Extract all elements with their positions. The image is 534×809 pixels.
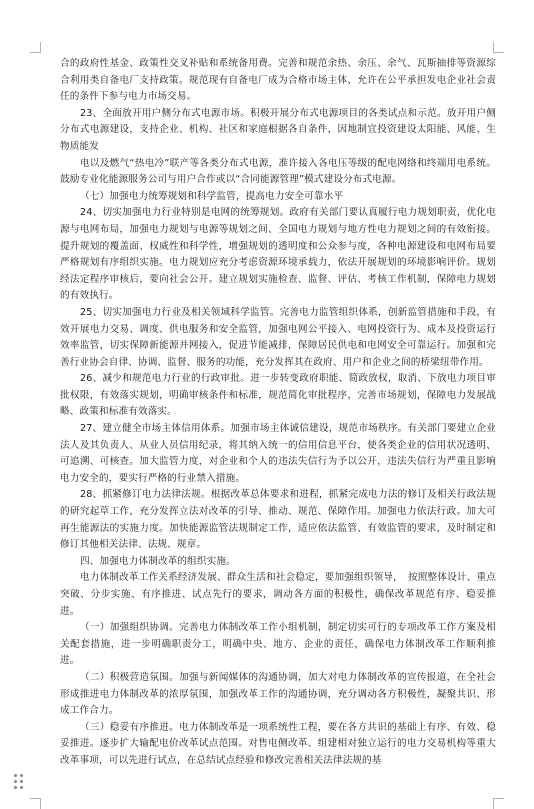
paragraph: （三）稳妥有序推进。电力体制改革是一项系统性工程，要在各方共识的基础上有序、有效、稳妥推进。逐步扩大输配电价改革试点范围。对售电侧改革、组建相对独立运行的电力交易机构等重大改革事项，可以先进行试点，在总结试点经验和修改完善相关法律法规的基 <box>60 721 496 766</box>
document-body[interactable] <box>60 56 496 770</box>
paragraph: 23、全面放开用户侧分布式电源市场。积极开展分布式电源项目的各类试点和示范。放开用户侧分布式电源建设，支持企业、机构、社区和家庭根据各自条件，因地制宜投资建设太阳能、风能、生物质能发 <box>60 107 496 152</box>
page-corner-mark <box>30 798 41 809</box>
page-corner-mark <box>493 42 504 53</box>
paragraph: 电力体制改革工作关系经济发展、群众生活和社会稳定，要加强组织领导， 按照整体设计、重点突破、分步实施、有序推进、试点先行的要求，调动各方面的积极性，确保改革规范有序、稳妥推进。 <box>60 572 496 617</box>
paragraph: 25、切实加强电力行业及相关领域科学监管。完善电力监管组织体系，创新监管措施和手段，有效开展电力交易、调度、供电服务和安全监管，加强电网公平接入、电网投资行为、成本及投资运行效率监管，切实保障新能源并网接入，促进节能减排，保障居民供电和电网安全可靠运行。加强和完善行业协会自律、协调、监督、服务的功能，充分发挥其在政府、用户和企业之间的桥梁纽带作用。 <box>60 306 496 368</box>
paragraph: 26、减少和规范电力行业的行政审批。进一步转变政府职能、简政放权，取消、下放电力项目审批权限，有效落实规划，明确审核条件和标准，规范简化审批程序，完善市场规划，保障电力发展战略、政策和标准有效落实。 <box>60 373 496 418</box>
paragraph: 电以及燃气“热电冷”联产等各类分布式电源，准许接入各电压等级的配电网络和终端用电系统。鼓励专业化能源服务公司与用户合作或以“合同能源管理”模式建设分布式电源。 <box>60 157 496 186</box>
page-corner-mark <box>30 42 41 53</box>
paragraph: （一）加强组织协调。完善电力体制改革工作小组机制，制定切实可行的专项改革工作方案及相关配套措施，进一步明确职责分工，明确中央、地方、企业的责任，确保电力体制改革工作顺利推进。 <box>60 622 496 667</box>
paragraph: 合的政府性基金、政策性交叉补贴和系统备用费。完善和规范余热、余压、余气、瓦斯抽排等资源综合利用类自备电厂支持政策。规范现有自备电厂成为合格市场主体，允许在公平承担发电企业社会责任的条件下参与电力市场交易。 <box>60 58 496 103</box>
section-heading: 四、加强电力体制改革的组织实施。 <box>80 555 236 567</box>
section-heading: （七）加强电力统筹规划和科学监管，提高电力安全可靠水平 <box>80 190 344 202</box>
page-corner-mark <box>493 798 504 809</box>
paragraph: 27、建立健全市场主体信用体系。加强市场主体诚信建设，规范市场秩序。有关部门要建立企业法人及其负责人、从业人员信用纪录，将其纳入统一的信用信息平台，使各类企业的信用状况透明、可追溯、可核查。加大监管力度，对企业和个人的违法失信行为予以公开，违法失信行为严重且影响电力安全的，要实行严格的行业禁入措施。 <box>60 423 496 484</box>
paragraph: 24、切实加强电力行业特别是电网的统筹规划。政府有关部门要认真履行电力规划职责，优化电源与电网布局，加强电力规划与电源等规划之间、全国电力规划与地方性电力规划之间的有效衔接。提升规划的覆盖面、权威性和科学性，增强规划的透明度和公众参与度，各种电源建设和电网布局要严格规划有序组织实施。电力规划应充分考虑资源环境承载力，依法开展规划的环境影响评价。规划经法定程序审核后，要向社会公开。建立规划实施检查、监督、评估、考核工作机制，保障电力规划的有效执行。 <box>60 207 496 302</box>
paragraph: （二）积极营造氛围。加强与新闻媒体的沟通协调，加大对电力体制改革的宣传报道，在全社会形成推进电力体制改革的浓厚氛围，加强改革工作的沟通协调，充分调动各方积极性，凝聚共识、形成工作合力。 <box>60 671 496 717</box>
drag-handle-icon[interactable] <box>14 774 24 792</box>
paragraph: 28、抓紧修订电力法律法规。根据改革总体要求和进程，抓紧完成电力法的修订及相关行政法规的研究起草工作，充分发挥立法对改革的引导、推动、规范、保障作用。加强电力依法行政。加大可再生能源法的实施力度。加快能源监管法规制定工作，适应依法监管、有效监管的要求，及时制定和修订其他相关法律、法规、规章。 <box>60 489 496 551</box>
